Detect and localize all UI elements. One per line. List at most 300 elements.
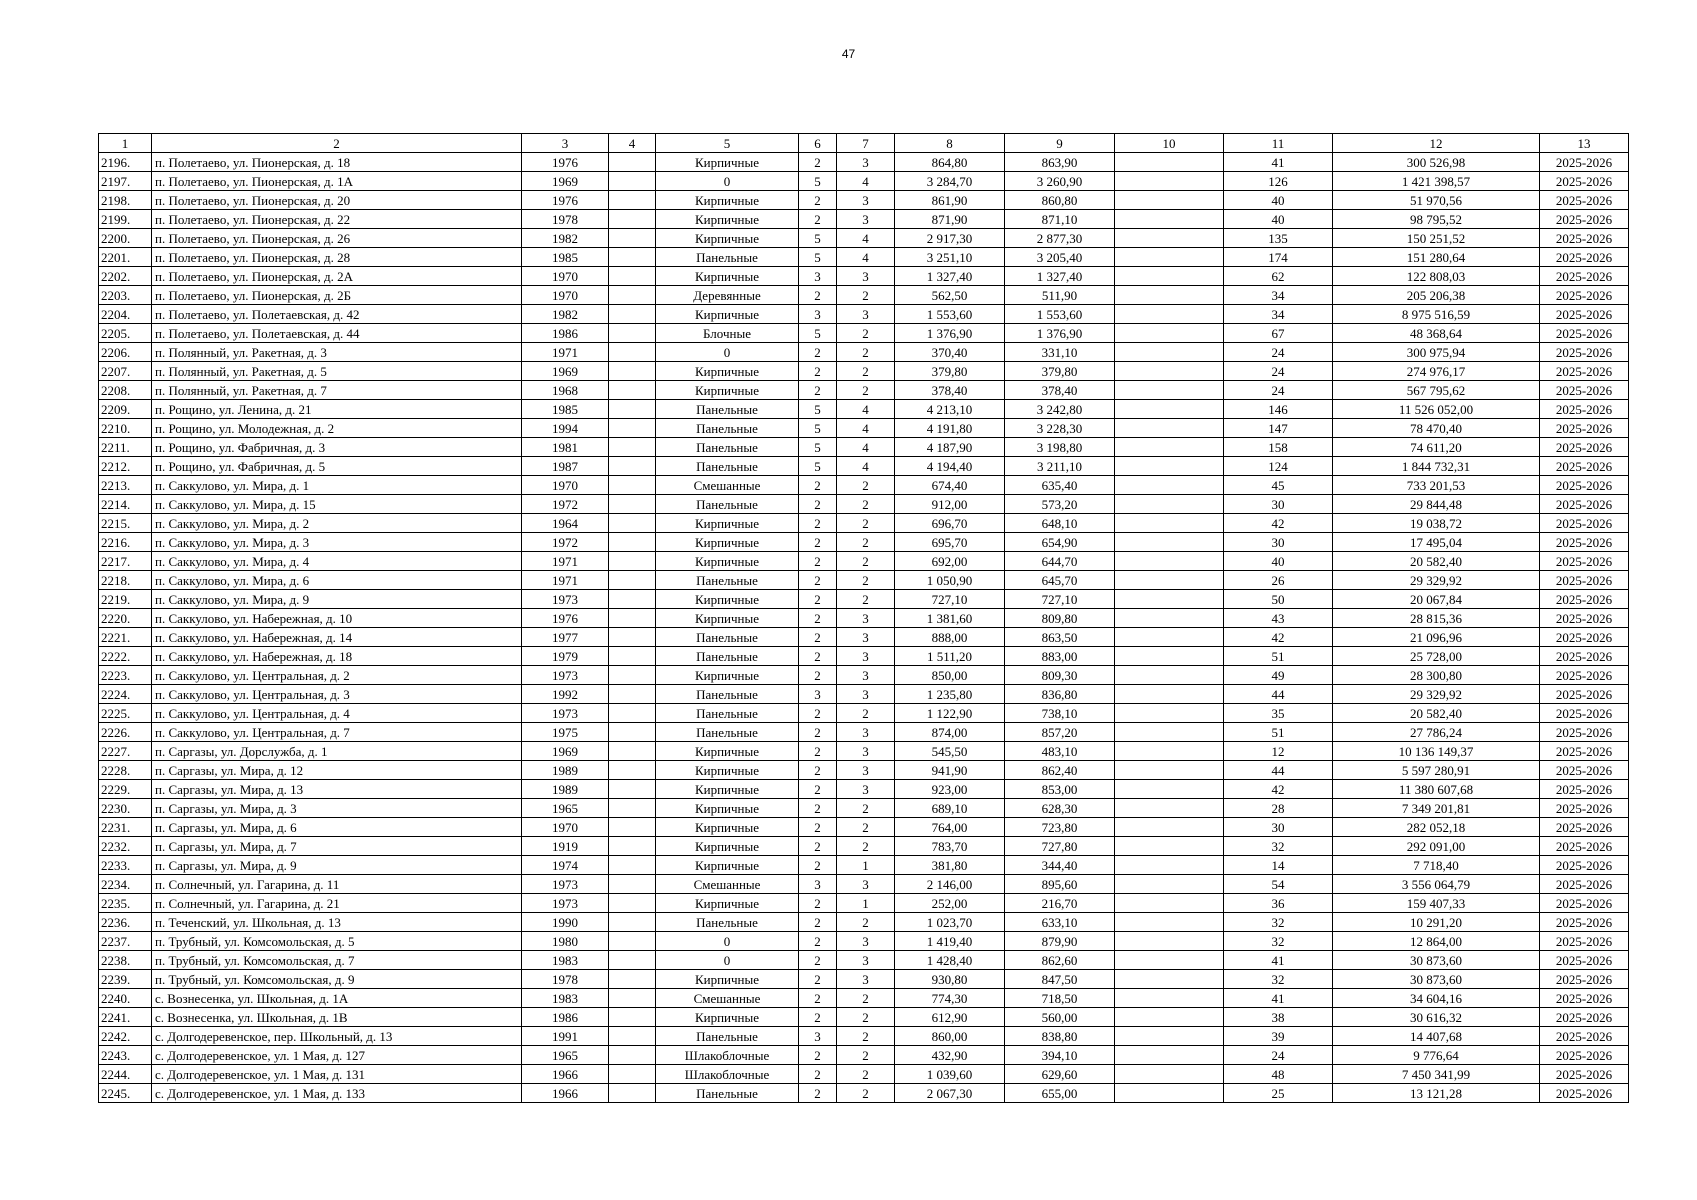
year-cell: 1969 xyxy=(522,172,609,191)
living-area-cell: 379,80 xyxy=(1005,362,1115,381)
entrances-cell: 2 xyxy=(837,818,895,837)
row-number: 2221. xyxy=(99,628,152,647)
floors-cell: 2 xyxy=(799,1084,837,1103)
total-area-cell: 850,00 xyxy=(895,666,1005,685)
floors-cell: 2 xyxy=(799,495,837,514)
address-cell: п. Саккулово, ул. Центральная, д. 3 xyxy=(152,685,522,704)
floors-cell: 3 xyxy=(799,1027,837,1046)
cost-cell: 74 611,20 xyxy=(1333,438,1540,457)
entrances-cell: 3 xyxy=(837,647,895,666)
living-area-cell: 871,10 xyxy=(1005,210,1115,229)
living-area-cell: 3 211,10 xyxy=(1005,457,1115,476)
entrances-cell: 2 xyxy=(837,1008,895,1027)
row-number: 2205. xyxy=(99,324,152,343)
total-area-cell: 1 428,40 xyxy=(895,951,1005,970)
period-cell: 2025-2026 xyxy=(1540,1084,1629,1103)
col10-cell xyxy=(1115,533,1224,552)
total-area-cell: 4 191,80 xyxy=(895,419,1005,438)
table-row xyxy=(99,343,1629,362)
material-cell: Панельные xyxy=(656,647,799,666)
entrances-cell: 3 xyxy=(837,761,895,780)
entrances-cell: 3 xyxy=(837,970,895,989)
floors-cell: 5 xyxy=(799,457,837,476)
entrances-cell: 2 xyxy=(837,381,895,400)
year-cell: 1975 xyxy=(522,723,609,742)
total-area-cell: 370,40 xyxy=(895,343,1005,362)
cost-cell: 98 795,52 xyxy=(1333,210,1540,229)
total-area-cell: 1 376,90 xyxy=(895,324,1005,343)
year-cell: 1969 xyxy=(522,742,609,761)
floors-cell: 2 xyxy=(799,951,837,970)
cost-cell: 20 582,40 xyxy=(1333,704,1540,723)
address-cell: п. Саргазы, ул. Мира, д. 13 xyxy=(152,780,522,799)
address-cell: п. Саккулово, ул. Набережная, д. 18 xyxy=(152,647,522,666)
material-cell: Панельные xyxy=(656,913,799,932)
row-number: 2212. xyxy=(99,457,152,476)
col10-cell xyxy=(1115,267,1224,286)
table-row xyxy=(99,419,1629,438)
material-cell: Смешанные xyxy=(656,476,799,495)
floors-cell: 2 xyxy=(799,609,837,628)
table-row xyxy=(99,248,1629,267)
col4-cell xyxy=(609,590,656,609)
material-cell: Кирпичные xyxy=(656,856,799,875)
address-cell: п. Полянный, ул. Ракетная, д. 5 xyxy=(152,362,522,381)
year-cell: 1970 xyxy=(522,286,609,305)
material-cell: Панельные xyxy=(656,571,799,590)
living-area-cell: 3 260,90 xyxy=(1005,172,1115,191)
entrances-cell: 2 xyxy=(837,552,895,571)
year-cell: 1976 xyxy=(522,609,609,628)
floors-cell: 5 xyxy=(799,400,837,419)
year-cell: 1981 xyxy=(522,438,609,457)
cost-cell: 51 970,56 xyxy=(1333,191,1540,210)
year-cell: 1971 xyxy=(522,552,609,571)
col10-cell xyxy=(1115,1084,1224,1103)
material-cell: Кирпичные xyxy=(656,799,799,818)
living-area-cell: 648,10 xyxy=(1005,514,1115,533)
year-cell: 1973 xyxy=(522,875,609,894)
residents-cell: 50 xyxy=(1224,590,1333,609)
table-row xyxy=(99,514,1629,533)
floors-cell: 2 xyxy=(799,780,837,799)
year-cell: 1971 xyxy=(522,343,609,362)
address-cell: с. Вознесенка, ул. Школьная, д. 1В xyxy=(152,1008,522,1027)
period-cell: 2025-2026 xyxy=(1540,666,1629,685)
cost-cell: 34 604,16 xyxy=(1333,989,1540,1008)
table-row xyxy=(99,400,1629,419)
col10-cell xyxy=(1115,761,1224,780)
period-cell: 2025-2026 xyxy=(1540,609,1629,628)
table-row xyxy=(99,1046,1629,1065)
living-area-cell: 3 228,30 xyxy=(1005,419,1115,438)
entrances-cell: 3 xyxy=(837,153,895,172)
column-header-7: 7 xyxy=(837,134,895,153)
entrances-cell: 3 xyxy=(837,628,895,647)
period-cell: 2025-2026 xyxy=(1540,818,1629,837)
table-row xyxy=(99,1084,1629,1103)
address-cell: п. Саккулово, ул. Центральная, д. 2 xyxy=(152,666,522,685)
col4-cell xyxy=(609,875,656,894)
period-cell: 2025-2026 xyxy=(1540,381,1629,400)
floors-cell: 2 xyxy=(799,191,837,210)
col10-cell xyxy=(1115,666,1224,685)
living-area-cell: 727,10 xyxy=(1005,590,1115,609)
material-cell: Панельные xyxy=(656,419,799,438)
table-row xyxy=(99,552,1629,571)
col10-cell xyxy=(1115,590,1224,609)
table-row xyxy=(99,837,1629,856)
floors-cell: 2 xyxy=(799,856,837,875)
material-cell: Кирпичные xyxy=(656,970,799,989)
material-cell: Кирпичные xyxy=(656,533,799,552)
living-area-cell: 560,00 xyxy=(1005,1008,1115,1027)
entrances-cell: 2 xyxy=(837,533,895,552)
floors-cell: 3 xyxy=(799,685,837,704)
year-cell: 1985 xyxy=(522,400,609,419)
cost-cell: 733 201,53 xyxy=(1333,476,1540,495)
cost-cell: 48 368,64 xyxy=(1333,324,1540,343)
col4-cell xyxy=(609,438,656,457)
row-number: 2218. xyxy=(99,571,152,590)
period-cell: 2025-2026 xyxy=(1540,248,1629,267)
address-cell: п. Теченский, ул. Школьная, д. 13 xyxy=(152,913,522,932)
residents-cell: 42 xyxy=(1224,628,1333,647)
entrances-cell: 2 xyxy=(837,799,895,818)
floors-cell: 2 xyxy=(799,837,837,856)
living-area-cell: 573,20 xyxy=(1005,495,1115,514)
cost-cell: 28 815,36 xyxy=(1333,609,1540,628)
material-cell: Кирпичные xyxy=(656,818,799,837)
floors-cell: 2 xyxy=(799,666,837,685)
col10-cell xyxy=(1115,742,1224,761)
col4-cell xyxy=(609,1084,656,1103)
period-cell: 2025-2026 xyxy=(1540,704,1629,723)
period-cell: 2025-2026 xyxy=(1540,685,1629,704)
address-cell: п. Трубный, ул. Комсомольская, д. 5 xyxy=(152,932,522,951)
cost-cell: 17 495,04 xyxy=(1333,533,1540,552)
address-cell: п. Полянный, ул. Ракетная, д. 3 xyxy=(152,343,522,362)
entrances-cell: 3 xyxy=(837,267,895,286)
cost-cell: 20 582,40 xyxy=(1333,552,1540,571)
year-cell: 1987 xyxy=(522,457,609,476)
row-number: 2220. xyxy=(99,609,152,628)
floors-cell: 2 xyxy=(799,476,837,495)
living-area-cell: 633,10 xyxy=(1005,913,1115,932)
row-number: 2202. xyxy=(99,267,152,286)
year-cell: 1990 xyxy=(522,913,609,932)
total-area-cell: 4 194,40 xyxy=(895,457,1005,476)
year-cell: 1973 xyxy=(522,704,609,723)
residents-cell: 24 xyxy=(1224,362,1333,381)
period-cell: 2025-2026 xyxy=(1540,229,1629,248)
period-cell: 2025-2026 xyxy=(1540,780,1629,799)
col10-cell xyxy=(1115,248,1224,267)
row-number: 2214. xyxy=(99,495,152,514)
table-row xyxy=(99,305,1629,324)
cost-cell: 274 976,17 xyxy=(1333,362,1540,381)
period-cell: 2025-2026 xyxy=(1540,457,1629,476)
living-area-cell: 862,40 xyxy=(1005,761,1115,780)
residents-cell: 32 xyxy=(1224,970,1333,989)
period-cell: 2025-2026 xyxy=(1540,1027,1629,1046)
col10-cell xyxy=(1115,1065,1224,1084)
address-cell: п. Полетаево, ул. Полетаевская, д. 44 xyxy=(152,324,522,343)
residents-cell: 45 xyxy=(1224,476,1333,495)
material-cell: Деревянные xyxy=(656,286,799,305)
entrances-cell: 4 xyxy=(837,172,895,191)
col4-cell xyxy=(609,894,656,913)
row-number: 2204. xyxy=(99,305,152,324)
cost-cell: 282 052,18 xyxy=(1333,818,1540,837)
living-area-cell: 331,10 xyxy=(1005,343,1115,362)
year-cell: 1973 xyxy=(522,590,609,609)
living-area-cell: 655,00 xyxy=(1005,1084,1115,1103)
col4-cell xyxy=(609,913,656,932)
residents-cell: 174 xyxy=(1224,248,1333,267)
year-cell: 1966 xyxy=(522,1084,609,1103)
period-cell: 2025-2026 xyxy=(1540,970,1629,989)
address-cell: п. Саргазы, ул. Мира, д. 6 xyxy=(152,818,522,837)
period-cell: 2025-2026 xyxy=(1540,286,1629,305)
year-cell: 1992 xyxy=(522,685,609,704)
address-cell: п. Полетаево, ул. Пионерская, д. 2Б xyxy=(152,286,522,305)
year-cell: 1968 xyxy=(522,381,609,400)
living-area-cell: 838,80 xyxy=(1005,1027,1115,1046)
residents-cell: 28 xyxy=(1224,799,1333,818)
material-cell: Панельные xyxy=(656,248,799,267)
col4-cell xyxy=(609,685,656,704)
cost-cell: 11 380 607,68 xyxy=(1333,780,1540,799)
residents-cell: 30 xyxy=(1224,533,1333,552)
row-number: 2232. xyxy=(99,837,152,856)
total-area-cell: 912,00 xyxy=(895,495,1005,514)
table-row xyxy=(99,1027,1629,1046)
living-area-cell: 857,20 xyxy=(1005,723,1115,742)
table-row xyxy=(99,153,1629,172)
table-row xyxy=(99,932,1629,951)
table-row xyxy=(99,362,1629,381)
floors-cell: 2 xyxy=(799,761,837,780)
table-row xyxy=(99,875,1629,894)
residents-cell: 39 xyxy=(1224,1027,1333,1046)
period-cell: 2025-2026 xyxy=(1540,438,1629,457)
cost-cell: 151 280,64 xyxy=(1333,248,1540,267)
row-number: 2200. xyxy=(99,229,152,248)
row-number: 2196. xyxy=(99,153,152,172)
residents-cell: 40 xyxy=(1224,210,1333,229)
total-area-cell: 1 235,80 xyxy=(895,685,1005,704)
cost-cell: 78 470,40 xyxy=(1333,419,1540,438)
material-cell: Шлакоблочные xyxy=(656,1046,799,1065)
residents-cell: 25 xyxy=(1224,1084,1333,1103)
col4-cell xyxy=(609,305,656,324)
entrances-cell: 2 xyxy=(837,324,895,343)
residents-cell: 24 xyxy=(1224,1046,1333,1065)
col4-cell xyxy=(609,989,656,1008)
total-area-cell: 930,80 xyxy=(895,970,1005,989)
col10-cell xyxy=(1115,229,1224,248)
material-cell: Кирпичные xyxy=(656,1008,799,1027)
cost-cell: 11 526 052,00 xyxy=(1333,400,1540,419)
col4-cell xyxy=(609,1008,656,1027)
entrances-cell: 2 xyxy=(837,837,895,856)
column-header-12: 12 xyxy=(1333,134,1540,153)
cost-cell: 300 526,98 xyxy=(1333,153,1540,172)
entrances-cell: 3 xyxy=(837,875,895,894)
residents-cell: 44 xyxy=(1224,761,1333,780)
material-cell: Блочные xyxy=(656,324,799,343)
address-cell: п. Полетаево, ул. Полетаевская, д. 42 xyxy=(152,305,522,324)
material-cell: Панельные xyxy=(656,495,799,514)
floors-cell: 2 xyxy=(799,970,837,989)
total-area-cell: 696,70 xyxy=(895,514,1005,533)
living-area-cell: 836,80 xyxy=(1005,685,1115,704)
entrances-cell: 2 xyxy=(837,1065,895,1084)
table-row xyxy=(99,381,1629,400)
entrances-cell: 2 xyxy=(837,571,895,590)
period-cell: 2025-2026 xyxy=(1540,913,1629,932)
table-row xyxy=(99,799,1629,818)
material-cell: Кирпичные xyxy=(656,609,799,628)
living-area-cell: 883,00 xyxy=(1005,647,1115,666)
entrances-cell: 3 xyxy=(837,609,895,628)
period-cell: 2025-2026 xyxy=(1540,476,1629,495)
entrances-cell: 1 xyxy=(837,894,895,913)
entrances-cell: 3 xyxy=(837,723,895,742)
period-cell: 2025-2026 xyxy=(1540,932,1629,951)
year-cell: 1973 xyxy=(522,666,609,685)
row-number: 2236. xyxy=(99,913,152,932)
address-cell: п. Рощино, ул. Фабричная, д. 3 xyxy=(152,438,522,457)
table-row xyxy=(99,761,1629,780)
row-number: 2238. xyxy=(99,951,152,970)
cost-cell: 21 096,96 xyxy=(1333,628,1540,647)
residents-cell: 147 xyxy=(1224,419,1333,438)
living-area-cell: 860,80 xyxy=(1005,191,1115,210)
total-area-cell: 764,00 xyxy=(895,818,1005,837)
total-area-cell: 4 213,10 xyxy=(895,400,1005,419)
period-cell: 2025-2026 xyxy=(1540,419,1629,438)
address-cell: п. Полетаево, ул. Пионерская, д. 26 xyxy=(152,229,522,248)
period-cell: 2025-2026 xyxy=(1540,723,1629,742)
col4-cell xyxy=(609,571,656,590)
material-cell: Кирпичные xyxy=(656,153,799,172)
table-row xyxy=(99,229,1629,248)
material-cell: 0 xyxy=(656,932,799,951)
period-cell: 2025-2026 xyxy=(1540,172,1629,191)
header-row xyxy=(99,134,1629,153)
col4-cell xyxy=(609,799,656,818)
address-cell: п. Саргазы, ул. Мира, д. 12 xyxy=(152,761,522,780)
row-number: 2231. xyxy=(99,818,152,837)
row-number: 2241. xyxy=(99,1008,152,1027)
residents-cell: 40 xyxy=(1224,191,1333,210)
table-row xyxy=(99,1008,1629,1027)
floors-cell: 2 xyxy=(799,552,837,571)
table-row xyxy=(99,438,1629,457)
address-cell: п. Трубный, ул. Комсомольская, д. 9 xyxy=(152,970,522,989)
living-area-cell: 635,40 xyxy=(1005,476,1115,495)
floors-cell: 2 xyxy=(799,153,837,172)
residents-cell: 158 xyxy=(1224,438,1333,457)
entrances-cell: 2 xyxy=(837,1084,895,1103)
material-cell: Кирпичные xyxy=(656,267,799,286)
total-area-cell: 1 511,20 xyxy=(895,647,1005,666)
floors-cell: 2 xyxy=(799,343,837,362)
address-cell: п. Саккулово, ул. Набережная, д. 10 xyxy=(152,609,522,628)
year-cell: 1970 xyxy=(522,267,609,286)
total-area-cell: 695,70 xyxy=(895,533,1005,552)
floors-cell: 2 xyxy=(799,1046,837,1065)
material-cell: Кирпичные xyxy=(656,191,799,210)
total-area-cell: 871,90 xyxy=(895,210,1005,229)
cost-cell: 7 718,40 xyxy=(1333,856,1540,875)
material-cell: Кирпичные xyxy=(656,666,799,685)
col4-cell xyxy=(609,609,656,628)
living-area-cell: 654,90 xyxy=(1005,533,1115,552)
cost-cell: 30 873,60 xyxy=(1333,951,1540,970)
table-row xyxy=(99,457,1629,476)
entrances-cell: 2 xyxy=(837,1046,895,1065)
column-header-10: 10 xyxy=(1115,134,1224,153)
row-number: 2225. xyxy=(99,704,152,723)
total-area-cell: 774,30 xyxy=(895,989,1005,1008)
cost-cell: 7 349 201,81 xyxy=(1333,799,1540,818)
col10-cell xyxy=(1115,514,1224,533)
table-row xyxy=(99,495,1629,514)
living-area-cell: 644,70 xyxy=(1005,552,1115,571)
col4-cell xyxy=(609,248,656,267)
col4-cell xyxy=(609,362,656,381)
material-cell: Панельные xyxy=(656,1084,799,1103)
table-row xyxy=(99,1065,1629,1084)
residents-cell: 24 xyxy=(1224,381,1333,400)
col10-cell xyxy=(1115,818,1224,837)
col4-cell xyxy=(609,1046,656,1065)
address-cell: п. Саккулово, ул. Мира, д. 2 xyxy=(152,514,522,533)
residents-cell: 34 xyxy=(1224,305,1333,324)
floors-cell: 2 xyxy=(799,533,837,552)
material-cell: Кирпичные xyxy=(656,305,799,324)
table-row xyxy=(99,989,1629,1008)
col4-cell xyxy=(609,742,656,761)
table-row xyxy=(99,609,1629,628)
row-number: 2211. xyxy=(99,438,152,457)
row-number: 2228. xyxy=(99,761,152,780)
material-cell: Кирпичные xyxy=(656,837,799,856)
col10-cell xyxy=(1115,970,1224,989)
total-area-cell: 692,00 xyxy=(895,552,1005,571)
entrances-cell: 2 xyxy=(837,476,895,495)
year-cell: 1978 xyxy=(522,210,609,229)
residents-cell: 36 xyxy=(1224,894,1333,913)
address-cell: с. Вознесенка, ул. Школьная, д. 1А xyxy=(152,989,522,1008)
living-area-cell: 847,50 xyxy=(1005,970,1115,989)
floors-cell: 2 xyxy=(799,723,837,742)
residents-cell: 32 xyxy=(1224,837,1333,856)
col10-cell xyxy=(1115,286,1224,305)
year-cell: 1982 xyxy=(522,305,609,324)
address-cell: п. Саккулово, ул. Центральная, д. 4 xyxy=(152,704,522,723)
residents-cell: 32 xyxy=(1224,913,1333,932)
residents-cell: 12 xyxy=(1224,742,1333,761)
total-area-cell: 378,40 xyxy=(895,381,1005,400)
col4-cell xyxy=(609,704,656,723)
residents-cell: 14 xyxy=(1224,856,1333,875)
year-cell: 1994 xyxy=(522,419,609,438)
row-number: 2206. xyxy=(99,343,152,362)
